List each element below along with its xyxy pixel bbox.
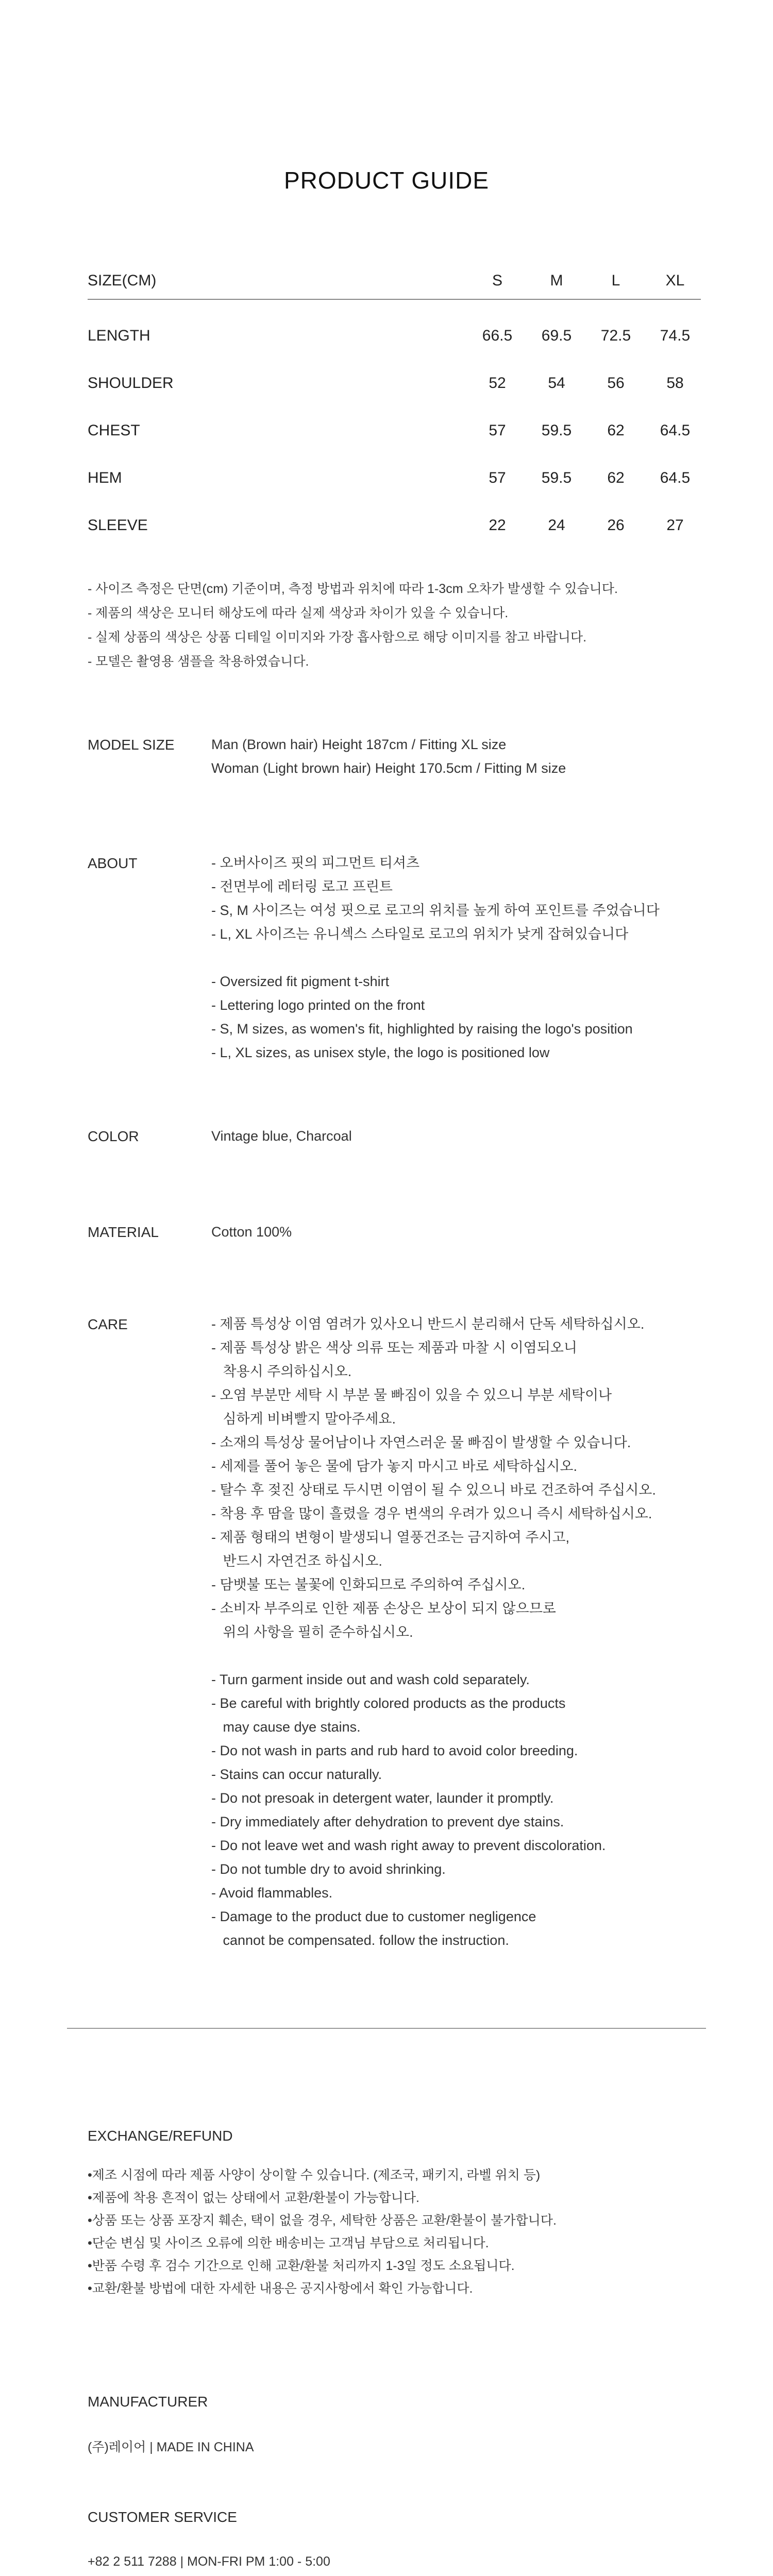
care-label: CARE [88,1316,128,1332]
care-line: - 세제를 풀어 놓은 물에 담가 놓지 마시고 바로 세탁하십시오. [211,1459,577,1474]
measure-notes [88,577,706,674]
note-line: - 사이즈 측정은 단면(cm) 기준이며, 측정 방법과 위치에 따라 1-3cm 오차가 발생할 수 있습니다. [88,582,618,596]
care-line: - Stains can occur naturally. [211,1767,382,1782]
care-line: - Do not presoak in detergent water, launder it promptly. [211,1790,554,1806]
manufacturer-value: (주)레이어 | MADE IN CHINA [88,2440,254,2454]
exchange-text [88,2164,557,2300]
row-label: LENGTH [88,327,150,344]
care-line: - Dry immediately after dehydration to prevent dye stains. [211,1814,564,1829]
care-line: - Turn garment inside out and wash cold separately. [211,1672,530,1687]
color-value [211,1124,352,1148]
care-line: 착용시 주의하십시오. [211,1364,352,1379]
about-label: ABOUT [88,855,138,871]
size-header-m: M [550,272,563,289]
table-row [88,454,701,502]
cell-value: 62 [607,422,625,439]
care-line: 반드시 자연건조 하십시오. [211,1553,382,1569]
exchange-line: •교환/환불 방법에 대한 자세한 내용은 공지사항에서 확인 가능합니다. [88,2281,473,2296]
care-line: - 소비자 부주의로 인한 제품 손상은 보상이 되지 않으므로 [211,1601,556,1616]
page-title: PRODUCT GUIDE [283,166,490,194]
care-line: 심하게 비벼빨지 말아주세요. [211,1411,396,1427]
note-line: - 모델은 촬영용 샘플을 착용하였습니다. [88,654,309,669]
care-line: - 소재의 특성상 물어남이나 자연스러운 물 빠짐이 발생할 수 있습니다. [211,1435,631,1450]
about-line: - 전면부에 레터링 로고 프린트 [211,879,393,894]
model-size-text [211,733,566,780]
cell-value: 74.5 [660,327,691,344]
section-divider [67,2028,706,2029]
material-text: Cotton 100% [211,1224,292,1240]
care-line: - Do not wash in parts and rub hard to avoid color breeding. [211,1743,578,1758]
row-label: SLEEVE [88,517,148,534]
model-size-label: MODEL SIZE [88,737,175,753]
customer-service-label: CUSTOMER SERVICE [88,2509,237,2525]
care-line: - 오염 부분만 세탁 시 부분 물 빠짐이 있을 수 있으니 부분 세탁이나 [211,1387,612,1403]
material-label: MATERIAL [88,1224,159,1240]
material-value [211,1220,292,1244]
about-line: - Oversized fit pigment t-shirt [211,974,390,989]
care-line: 위의 사항을 필히 준수하십시오. [211,1624,413,1640]
care-line: - 탈수 후 젖진 상태로 두시면 이염이 될 수 있으니 바로 건조하여 주십시오. [211,1482,656,1498]
size-table-header [88,263,701,300]
table-row [88,407,701,454]
size-table [88,263,701,549]
cell-value: 56 [607,375,625,392]
exchange-line: •단순 변심 및 사이즈 오류에 의한 배송비는 고객님 부담으로 처리됩니다. [88,2236,489,2250]
care-line: cannot be compensated. follow the instruction. [211,1933,509,1948]
row-label: CHEST [88,422,140,439]
cell-value: 64.5 [660,469,691,486]
manufacturer-label: MANUFACTURER [88,2394,208,2410]
care-line: - 제품 형태의 변형이 발생되니 열풍건조는 금지하여 주시고, [211,1530,569,1545]
row-label: HEM [88,469,122,486]
care-line: - 담뱃불 또는 불꽃에 인화되므로 주의하여 주십시오. [211,1577,526,1592]
table-row [88,312,701,360]
row-label: SHOULDER [88,375,174,392]
cell-value: 58 [666,375,684,392]
size-header-label: SIZE(CM) [88,272,157,289]
exchange-line: •제조 시점에 따라 제품 사양이 상이할 수 있습니다. (제조국, 패키지, 라벨 위치 등) [88,2168,541,2182]
cell-value: 64.5 [660,422,691,439]
about-text [211,851,660,1064]
about-line: - S, M 사이즈는 여성 핏으로 로고의 위치를 높게 하여 포인트를 주었습니다 [211,903,660,918]
size-header-s: S [492,272,502,289]
cell-value: 62 [607,469,625,486]
model-size-line: Man (Brown hair) Height 187cm / Fitting XL size [211,737,507,752]
care-line: - 제품 특성상 이염 염려가 있사오니 반드시 분리해서 단독 세탁하십시오. [211,1316,645,1332]
cell-value: 59.5 [541,469,572,486]
care-line: - Avoid flammables. [211,1885,333,1901]
about-line: - L, XL 사이즈는 유니섹스 스타일로 로고의 위치가 낮게 잡혀있습니다 [211,926,629,942]
exchange-line: •상품 또는 상품 포장지 훼손, 택이 없을 경우, 세탁한 상품은 교환/환불이 불가합니다. [88,2213,557,2228]
about-line: - S, M sizes, as women's fit, highlighted by raising the logo's position [211,1021,633,1037]
care-line: - Do not tumble dry to avoid shrinking. [211,1861,446,1877]
note-line: - 실제 상품의 색상은 상품 디테일 이미지와 가장 흡사함으로 해당 이미지를 참고 바랍니다. [88,630,587,645]
cell-value: 54 [548,375,565,392]
model-size-line: Woman (Light brown hair) Height 170.5cm / Fitting M size [211,760,566,776]
care-line: - Do not leave wet and wash right away to prevent discoloration. [211,1838,606,1853]
cell-value: 27 [666,517,684,534]
table-row [88,360,701,407]
care-line: - 착용 후 땀을 많이 흘렸을 경우 변색의 우려가 있으니 즉시 세탁하십시오. [211,1506,652,1521]
note-line: - 제품의 색상은 모니터 해상도에 따라 실제 색상과 차이가 있을 수 있습니다. [88,606,509,620]
cell-value: 57 [489,469,506,486]
cell-value: 52 [489,375,506,392]
care-text [211,1312,656,1952]
care-line: - 제품 특성상 밝은 색상 의류 또는 제품과 마찰 시 이염되오니 [211,1340,577,1355]
about-line: - 오버사이즈 핏의 피그먼트 티셔츠 [211,855,420,871]
cell-value: 57 [489,422,506,439]
exchange-label: EXCHANGE/REFUND [88,2128,233,2144]
cell-value: 59.5 [541,422,572,439]
about-line: - Lettering logo printed on the front [211,997,425,1013]
customer-service-value: +82 2 511 7288 | MON-FRI PM 1:00 - 5:00 [88,2554,330,2569]
color-label: COLOR [88,1128,139,1144]
cell-value: 69.5 [541,327,572,344]
size-header-xl: XL [665,272,685,289]
about-line: - L, XL sizes, as unisex style, the logo is positioned low [211,1045,550,1060]
cell-value: 22 [489,517,506,534]
size-header-l: L [611,272,620,289]
cell-value: 66.5 [482,327,513,344]
exchange-line: •반품 수령 후 검수 기간으로 인해 교환/환불 처리까지 1-3일 정도 소요됩니다. [88,2259,515,2273]
cell-value: 72.5 [600,327,631,344]
cell-value: 26 [607,517,625,534]
color-text: Vintage blue, Charcoal [211,1128,352,1144]
care-line: - Be careful with brightly colored products as the products [211,1696,566,1711]
care-line: - Damage to the product due to customer negligence [211,1909,536,1924]
care-line: may cause dye stains. [211,1719,361,1735]
cell-value: 24 [548,517,565,534]
exchange-line: •제품에 착용 흔적이 없는 상태에서 교환/환불이 가능합니다. [88,2191,419,2205]
table-row [88,502,701,549]
